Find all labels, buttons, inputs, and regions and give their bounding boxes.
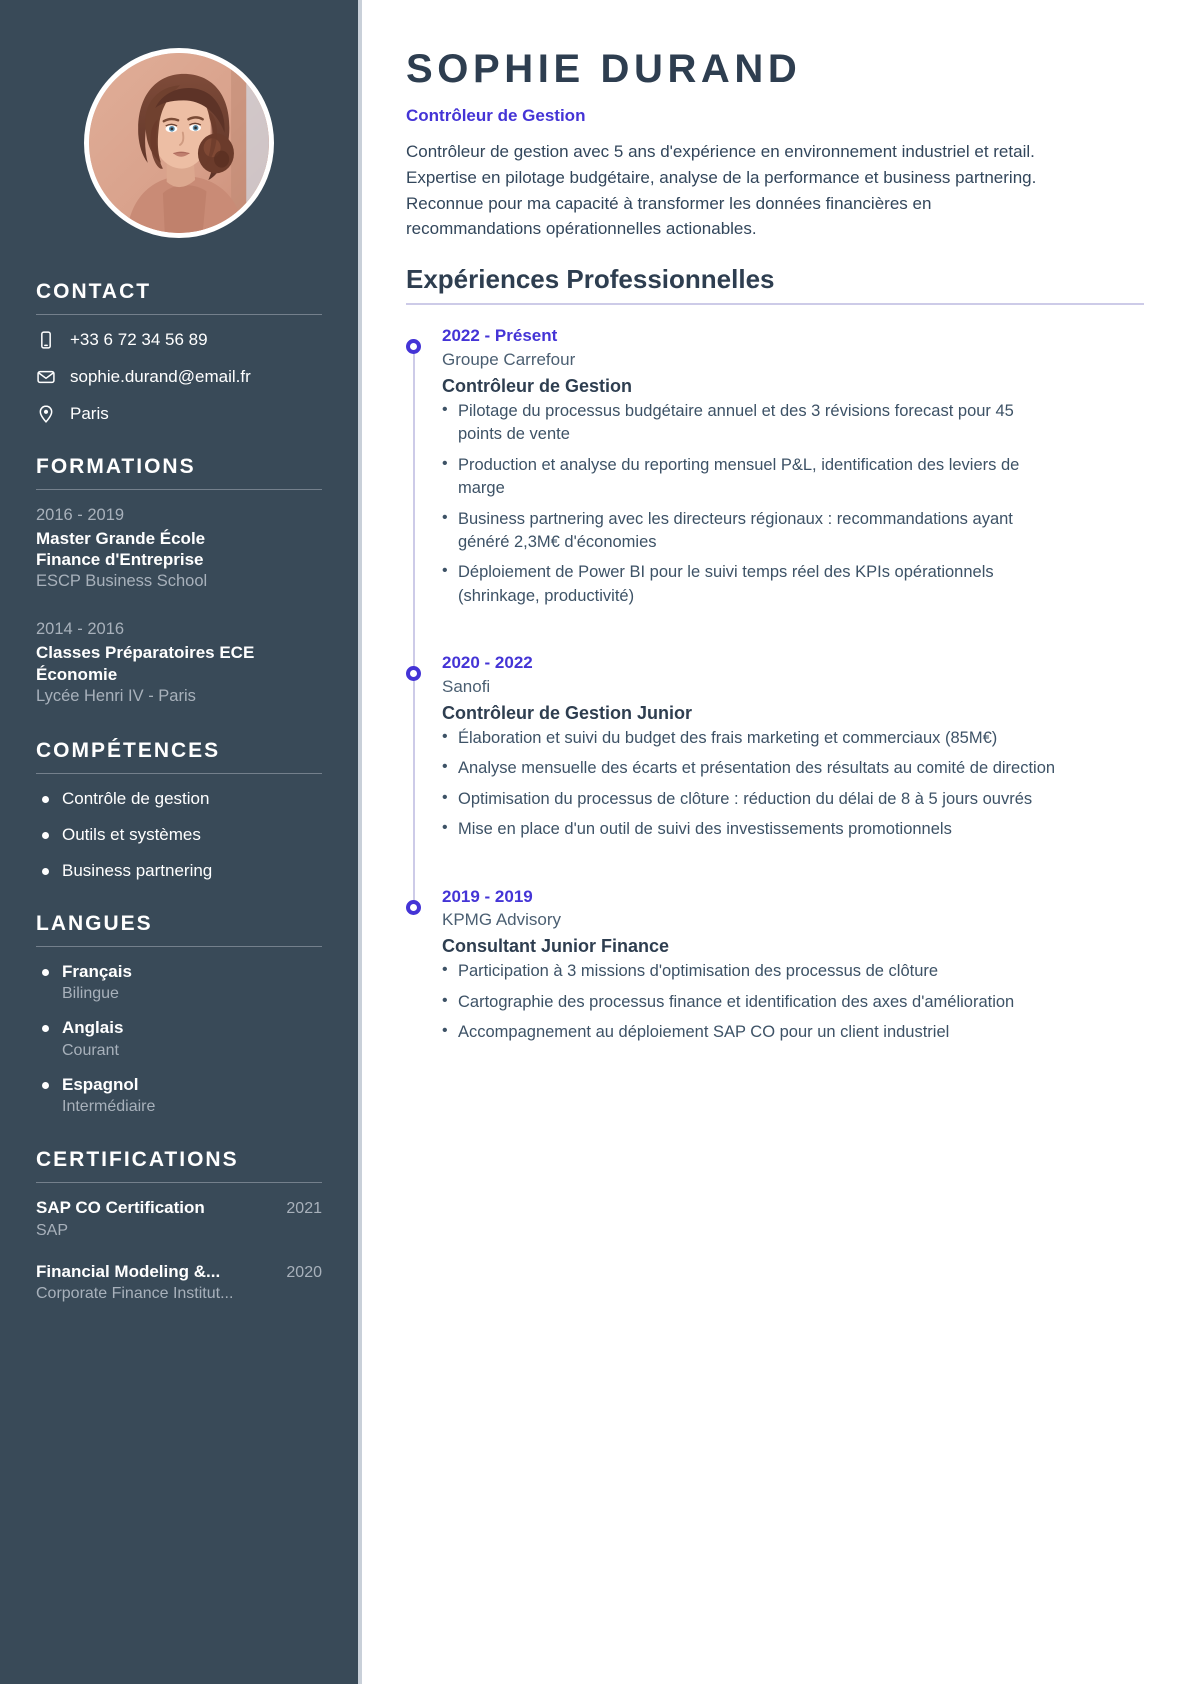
- experience-bullet: • Pilotage du processus budgétaire annuel et des 3 révisions forecast pour 45 points de vente: [442, 400, 1062, 447]
- divider: [36, 489, 322, 490]
- profile-photo-illustration: [89, 53, 269, 233]
- contact-title: CONTACT: [36, 280, 152, 303]
- experience-timeline: [406, 325, 1144, 1044]
- education-title: FORMATIONS: [36, 455, 196, 478]
- certification-item: [36, 1261, 322, 1305]
- language-name: Français: [62, 961, 132, 981]
- education-section: [36, 455, 322, 709]
- language-level: Courant: [62, 1041, 119, 1059]
- experience-company: Groupe Carrefour: [442, 350, 576, 370]
- contact-location-value: Paris: [70, 403, 109, 423]
- experience-bullets: [442, 727, 1144, 842]
- certifications-section: [36, 1148, 322, 1305]
- timeline-dot-icon: [406, 666, 421, 681]
- contact-section: [36, 280, 322, 425]
- envelope-icon: [36, 366, 56, 388]
- language-level: Intermédiaire: [62, 1098, 156, 1116]
- languages-section: [36, 912, 322, 1118]
- certification-issuer: SAP: [36, 1221, 69, 1239]
- education-item: [36, 504, 322, 594]
- experience-bullet: • Optimisation du processus de clôture : réduction du délai de 8 à 5 jours ouvrés: [442, 788, 1062, 811]
- language-name: Anglais: [62, 1018, 124, 1038]
- experience-bullet: • Business partnering avec les directeurs régionaux : recommandations ayant généré 2,3M€ d'économies: [442, 508, 1062, 555]
- skill-item: Outils et systèmes: [36, 824, 322, 846]
- contact-email-row[interactable]: [36, 366, 322, 388]
- experience-item: [442, 652, 1144, 841]
- education-school: ESCP Business School: [36, 572, 208, 591]
- skill-item: Business partnering: [36, 860, 322, 882]
- experience-dates: 2019 - 2019: [442, 886, 533, 906]
- education-dates: 2016 - 2019: [36, 506, 125, 524]
- page-title: SOPHIE DURAND: [406, 47, 802, 91]
- education-degree-line-2: Finance d'Entreprise: [36, 550, 204, 570]
- experience-dates: 2020 - 2022: [442, 653, 533, 673]
- languages-title: LANGUES: [36, 911, 153, 935]
- location-pin-icon: [36, 403, 56, 425]
- experience-role: Contrôleur de Gestion: [442, 375, 633, 396]
- experience-bullet: • Analyse mensuelle des écarts et présentation des résultats au comité de direction: [442, 757, 1062, 780]
- experience-bullets: [442, 400, 1144, 608]
- certification-year: 2020: [286, 1263, 322, 1281]
- certifications-title: CERTIFICATIONS: [36, 1148, 239, 1172]
- experience-role: Consultant Junior Finance: [442, 936, 670, 957]
- timeline-dot-icon: [406, 339, 421, 354]
- experience-bullets: [442, 960, 1144, 1044]
- experience-bullet: • Élaboration et suivi du budget des frais marketing et commerciaux (85M€): [442, 727, 1062, 750]
- divider: [406, 303, 1144, 305]
- skills-list: [36, 788, 322, 882]
- experience-bullet: • Cartographie des processus finance et identification des axes d'amélioration: [442, 991, 1062, 1014]
- education-degree-line-2: Économie: [36, 664, 118, 684]
- certification-name: SAP CO Certification: [36, 1198, 205, 1218]
- contact-email-value: sophie.durand@email.fr: [70, 366, 251, 386]
- language-item: [36, 961, 322, 1005]
- sidebar: [0, 0, 358, 1684]
- skills-title: COMPÉTENCES: [36, 738, 221, 762]
- avatar: [84, 48, 274, 238]
- certification-issuer: Corporate Finance Institut...: [36, 1285, 234, 1302]
- avatar-container: [0, 0, 358, 248]
- contact-phone-value: +33 6 72 34 56 89: [70, 329, 208, 349]
- job-title: Contrôleur de Gestion: [406, 106, 586, 125]
- timeline-dot-icon: [406, 900, 421, 915]
- experience-item: [442, 886, 1144, 1045]
- language-name: Espagnol: [62, 1074, 139, 1094]
- experience-dates: 2022 - Présent: [442, 326, 558, 346]
- divider: [36, 314, 322, 315]
- contact-phone-row[interactable]: [36, 329, 322, 351]
- certification-year: 2021: [286, 1200, 322, 1218]
- certification-item: [36, 1197, 322, 1241]
- experience-bullet: • Accompagnement au déploiement SAP CO pour un client industriel: [442, 1021, 1062, 1044]
- divider: [36, 1182, 322, 1183]
- divider: [36, 946, 322, 947]
- experience-company: KPMG Advisory: [442, 910, 562, 930]
- experience-bullet: • Déploiement de Power BI pour le suivi temps réel des KPIs opérationnels (shrinkage, productivité): [442, 561, 1062, 608]
- education-degree-line-1: Classes Préparatoires ECE: [36, 643, 255, 663]
- education-school: Lycée Henri IV - Paris: [36, 686, 196, 705]
- main-content: [362, 0, 1190, 1684]
- education-item: [36, 618, 322, 708]
- experience-bullet: • Mise en place d'un outil de suivi des investissements promotionnels: [442, 818, 1062, 841]
- experience-role: Contrôleur de Gestion Junior: [442, 702, 693, 723]
- phone-icon: [36, 329, 56, 351]
- skills-section: [36, 739, 322, 882]
- education-degree-line-1: Master Grande École: [36, 528, 206, 548]
- education-dates: 2014 - 2016: [36, 620, 125, 639]
- language-item: [36, 1074, 322, 1118]
- experience-item: [442, 325, 1144, 608]
- divider: [36, 773, 322, 774]
- language-level: Bilingue: [62, 985, 119, 1003]
- contact-location-row[interactable]: [36, 403, 322, 425]
- experience-bullet: • Participation à 3 missions d'optimisation des processus de clôture: [442, 960, 1062, 983]
- experience-bullet: • Production et analyse du reporting mensuel P&L, identification des leviers de marge: [442, 454, 1062, 501]
- experience-section-heading: Expériences Professionnelles: [406, 264, 775, 295]
- skill-item: Contrôle de gestion: [36, 788, 322, 810]
- language-item: [36, 1017, 322, 1061]
- certification-name: Financial Modeling &...: [36, 1261, 221, 1281]
- experience-company: Sanofi: [442, 677, 491, 697]
- profile-summary: Contrôleur de gestion avec 5 ans d'expérience en environnement industriel et retail. Expertise en pilotage budgétaire, analyse de la performance et business partnering. Reconnue pour ma capacité à transformer les données financières en recommandations opérationnelles actionables.: [406, 142, 1037, 239]
